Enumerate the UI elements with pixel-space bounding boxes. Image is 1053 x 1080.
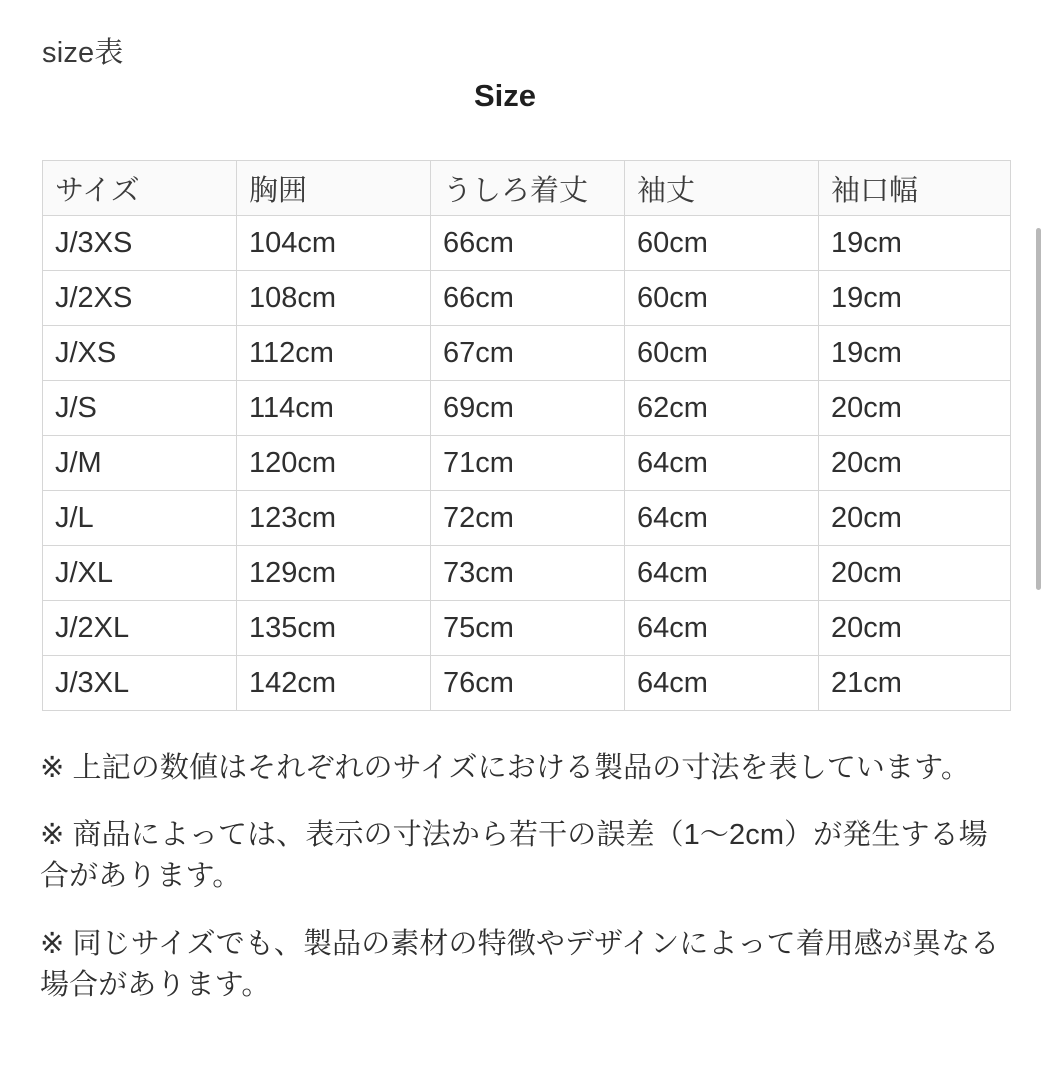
- cell-sleeve-length: 60cm: [625, 326, 819, 381]
- cell-chest: 120cm: [237, 436, 431, 491]
- table-header-row: [43, 161, 1011, 216]
- column-header-back-length: うしろ着丈: [431, 161, 625, 216]
- cell-chest: 112cm: [237, 326, 431, 381]
- cell-sleeve-length: 62cm: [625, 381, 819, 436]
- table-row: [43, 491, 1011, 546]
- cell-sleeve-length: 64cm: [625, 656, 819, 711]
- cell-chest: 142cm: [237, 656, 431, 711]
- cell-cuff-width: 20cm: [819, 491, 1011, 546]
- cell-chest: 104cm: [237, 216, 431, 271]
- cell-size: J/XL: [43, 546, 237, 601]
- table-row: [43, 381, 1011, 436]
- cell-chest: 135cm: [237, 601, 431, 656]
- cell-chest: 129cm: [237, 546, 431, 601]
- table-row: [43, 216, 1011, 271]
- section-label: size表: [42, 37, 124, 69]
- cell-back-length: 75cm: [431, 601, 625, 656]
- table-row: [43, 436, 1011, 491]
- table-row: [43, 546, 1011, 601]
- cell-size: J/3XS: [43, 216, 237, 271]
- table-row: [43, 601, 1011, 656]
- cell-sleeve-length: 60cm: [625, 216, 819, 271]
- cell-size: J/M: [43, 436, 237, 491]
- page-title: Size: [473, 78, 537, 113]
- note-fit-variation: ※ 同じサイズでも、製品の素材の特徴やデザインによって着用感が異なる場合があります。: [40, 927, 1000, 1001]
- cell-back-length: 66cm: [431, 216, 625, 271]
- note-tolerance: ※ 商品によっては、表示の寸法から若干の誤差（1〜2cm）が発生する場合があります。: [40, 819, 988, 893]
- notes-section: [40, 748, 1012, 1032]
- cell-size: J/2XL: [43, 601, 237, 656]
- cell-cuff-width: 20cm: [819, 381, 1011, 436]
- cell-back-length: 71cm: [431, 436, 625, 491]
- cell-size: J/3XL: [43, 656, 237, 711]
- cell-cuff-width: 19cm: [819, 271, 1011, 326]
- cell-chest: 123cm: [237, 491, 431, 546]
- note-measurements: ※ 上記の数値はそれぞれのサイズにおける製品の寸法を表しています。: [40, 752, 971, 784]
- scrollbar-track[interactable]: [1041, 0, 1047, 1080]
- table-row: [43, 326, 1011, 381]
- column-header-cuff-width: 袖口幅: [819, 161, 1011, 216]
- scrollbar-thumb[interactable]: [1036, 228, 1041, 590]
- cell-chest: 108cm: [237, 271, 431, 326]
- cell-cuff-width: 20cm: [819, 601, 1011, 656]
- table-row: [43, 656, 1011, 711]
- cell-cuff-width: 19cm: [819, 326, 1011, 381]
- cell-back-length: 66cm: [431, 271, 625, 326]
- cell-sleeve-length: 64cm: [625, 601, 819, 656]
- cell-back-length: 76cm: [431, 656, 625, 711]
- cell-back-length: 69cm: [431, 381, 625, 436]
- cell-back-length: 73cm: [431, 546, 625, 601]
- cell-size: J/2XS: [43, 271, 237, 326]
- cell-chest: 114cm: [237, 381, 431, 436]
- cell-back-length: 67cm: [431, 326, 625, 381]
- cell-sleeve-length: 64cm: [625, 436, 819, 491]
- column-header-chest: 胸囲: [237, 161, 431, 216]
- table-row: [43, 271, 1011, 326]
- cell-cuff-width: 19cm: [819, 216, 1011, 271]
- size-table: [42, 160, 1011, 711]
- column-header-sleeve-length: 袖丈: [625, 161, 819, 216]
- cell-sleeve-length: 60cm: [625, 271, 819, 326]
- cell-sleeve-length: 64cm: [625, 546, 819, 601]
- cell-back-length: 72cm: [431, 491, 625, 546]
- cell-cuff-width: 21cm: [819, 656, 1011, 711]
- cell-cuff-width: 20cm: [819, 546, 1011, 601]
- cell-size: J/XS: [43, 326, 237, 381]
- cell-sleeve-length: 64cm: [625, 491, 819, 546]
- column-header-size: サイズ: [43, 161, 237, 216]
- cell-cuff-width: 20cm: [819, 436, 1011, 491]
- cell-size: J/S: [43, 381, 237, 436]
- cell-size: J/L: [43, 491, 237, 546]
